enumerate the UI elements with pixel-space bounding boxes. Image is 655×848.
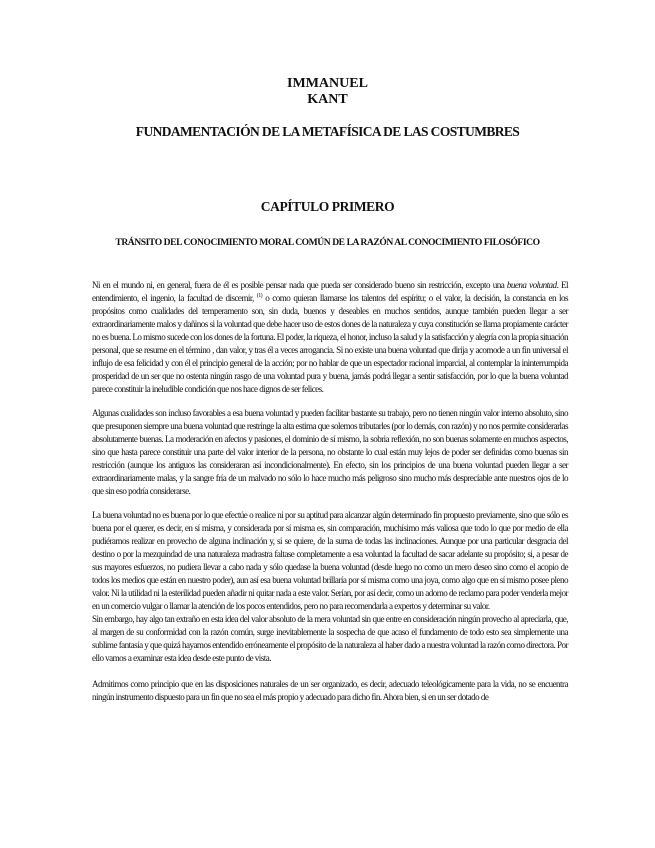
paragraph-1: Ni en el mundo ni, en general, fuera de él es posible pensar nada que pueda ser considerado bueno sin restricción, excepto una buena voluntad. El entendimiento, el ingenio, la facultad de discernir, $^{(1)}$ o como quieran llamarse los talentos del espíritu; o el valor, la decisión, la constancia en los propósitos como cualidades del temperamento son, sin duda, buenos y deseables en muchos sentidos, aunque también pueden llegar a ser extraordinariamente malos y dañinos si la voluntad que debe hacer uso de estos dones de la naturaleza y cuya constitución se llama propiamente carácter no es buena. Lo mismo sucede con los dones de la fortuna. El poder, la riqueza, el honor, incluso la salud y la satisfacción y alegría con la propia situación personal, que se resume en el término , dan valor, y tras él a veces arrogancia. Si no existe una buena voluntad que dirija y acomode a un fin universal el influjo de esa felicidad y con él el principio general de la acción; por no hablar de que un espectador racional imparcial, al contemplar la ininterrumpida prosperidad de un ser que no ostenta ningún rasgo de una voluntad pura y buena, jamás podrá llegar a sentir satisfacción, por lo que la buena voluntad parece constituir la ineludible condición que nos hace dignos de ser felices. (92, 280, 568, 394)
footnote-ref[interactable]: (1) (256, 292, 263, 299)
body-text (92, 279, 568, 704)
paragraph-4: Sin embargo, hay algo tan extraño en esta idea del valor absoluto de la mera voluntad sin que entre en consideración ningún provecho al apreciarla, que, al margen de su conformidad con la razón común, surge inevitablemente la sospecha de que acaso el fundamento de todo esto sea simplemente una sublime fantasía y que quizá hayamos entendido erróneamente el propósito de la naturaleza al haber dado a nuestra voluntad la razón como directora. Por ello vamos a examinar esta idea desde este punto de vista. (92, 614, 568, 663)
emphasis-buena-voluntad: buena voluntad (506, 280, 557, 290)
author-name (0, 76, 655, 108)
paragraph-2: Algunas cualidades son incluso favorables a esa buena voluntad y pueden facilitar bastante su trabajo, pero no tienen ningún valor interno absoluto, sino que presuponen siempre una buena voluntad que restringe la alta estima que solemos tributarles (por lo demás, con razón) y no nos permite considerarlas absolutamente buenas. La moderación en afectos y pasiones, el dominio de sí mismo, la sobria reflexión, no son buenas solamente en muchos aspectos, sino que hasta parece constituir una parte del valor interior de la persona, no obstante lo cual están muy lejos de poder ser definidas como buenas sin restricción (aunque los antiguos las consideraran así incondicionalmente). En efecto, sin los principios de una buena voluntad pueden llegar a ser extraordinariamente malas, y la sangre fría de un malvado no sólo lo hace mucho más peligroso sino mucho más despreciable ante nuestros ojos de lo que sin eso podría considerarse. (92, 408, 568, 496)
paragraph-5: Admitimos como principio que en las disposiciones naturales de un ser organizado, es decir, adecuado teleológicamente para la vida, no se encuentra ningún instrumento dispuesto para un fin que no sea el más propio y adecuado para dicho fin. Ahora bien, si en un ser dotado de (92, 679, 568, 702)
section-title: TRÁNSITO DEL CONOCIMIENTO MORAL COMÚN DE LA RAZÓN AL CONOCIMIENTO FILOSÓFICO (115, 237, 540, 248)
author-first-name: IMMANUEL (287, 76, 368, 91)
chapter-title: CAPÍTULO PRIMERO (260, 199, 395, 214)
paragraph-3: La buena voluntad no es buena por lo que efectúe o realice ni por su aptitud para alcanzar algún determinado fin propuesto previamente, sino que sólo es buena por el querer, es decir, en sí misma, y considerada por sí misma es, sin comparación, muchísimo más valiosa que todo lo que por medio de ella pudiéramos realizar en provecho de alguna inclinación y, si se quiere, de la suma de todas las inclinaciones. Aunque por una particular desgracia del destino o por la mezquindad de una naturaleza madrastra faltase completamente a esa voluntad la facultad de sacar adelante su propósito; si, a pesar de sus mayores esfuerzos, no pudiera llevar a cabo nada y sólo quedase la buena voluntad (desde luego no como un mero deseo sino como el acopio de todos los medios que están en nuestro poder), aun así esa buena voluntad brillaría por sí misma como una joya, como algo que en sí mismo posee pleno valor. Ni la utilidad ni la esterilidad pueden añadir ni quitar nada a este valor. Serían, por así decir, como un adorno de reclamo para poder venderla mejor en un comercio vulgar o llamar la atención de los pocos entendidos, pero no para recomendarla a expertos y determinar su valor. (92, 510, 568, 611)
author-last-name: KANT (307, 92, 348, 107)
work-title: FUNDAMENTACIÓN DE LA METAFÍSICA DE LAS COSTUMBRES (135, 124, 520, 139)
